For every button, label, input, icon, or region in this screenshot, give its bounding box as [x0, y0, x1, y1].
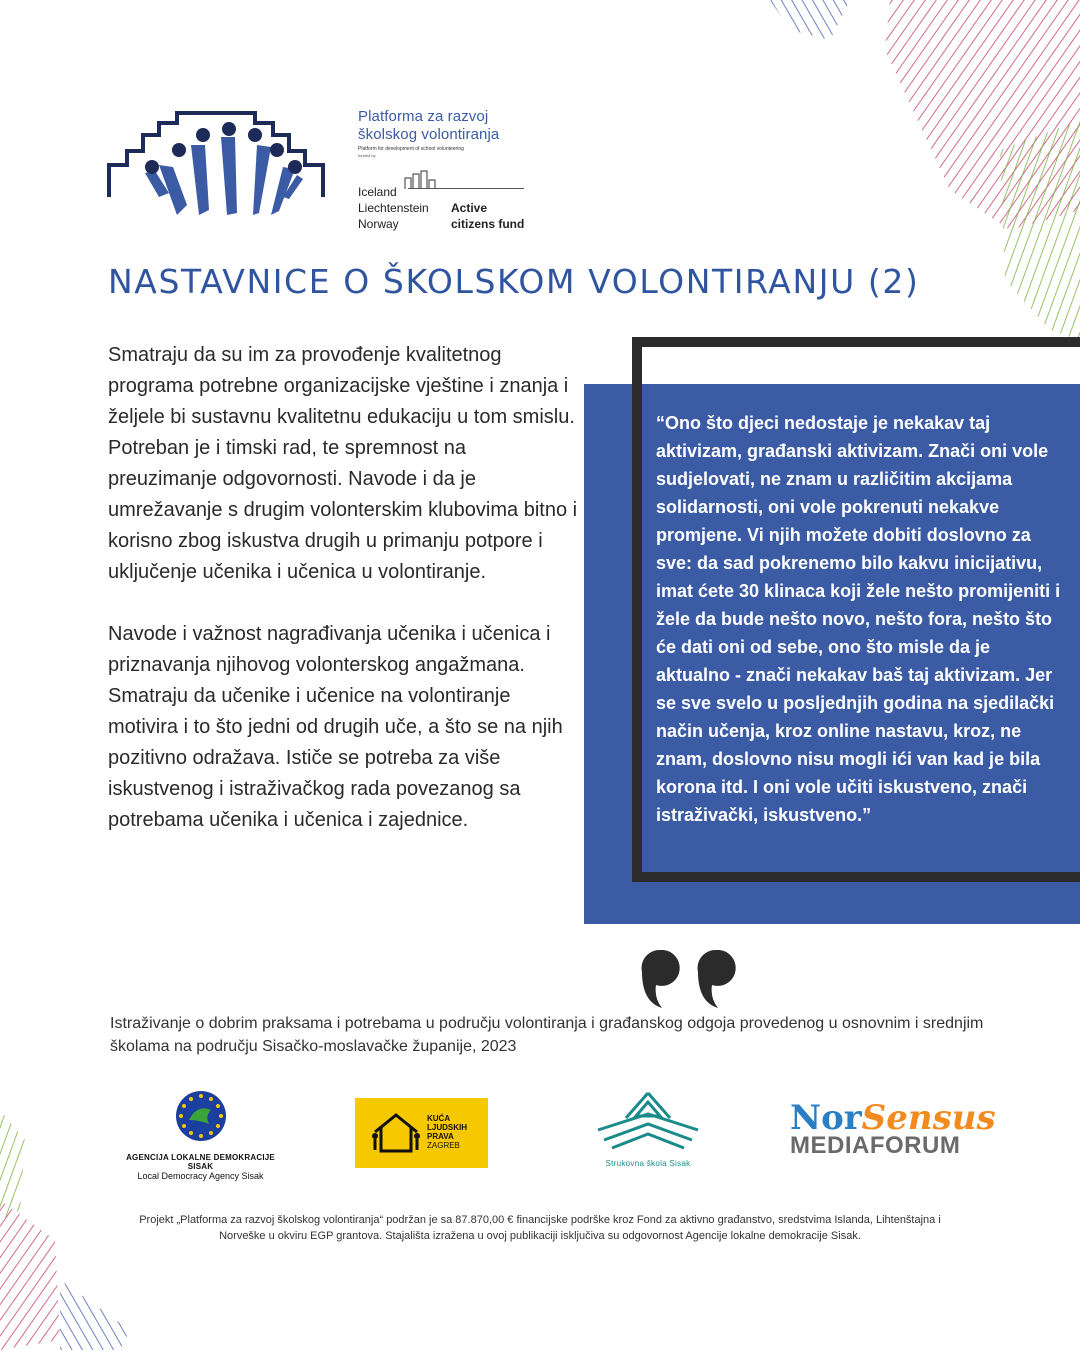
kuca-line-3: PRAVA: [427, 1132, 454, 1141]
fund-line-1: Active: [451, 201, 488, 215]
source-citation: Istraživanje o dobrim praksama i potrebama u području volontiranja i građanskog odgoja provedenog u osnovnim i srednjim školama na području Sisačko-moslavačke županije, 2023: [110, 1015, 984, 1055]
partner-strukovna-skola: [592, 1090, 704, 1168]
partner-lda-sisak: [118, 1090, 283, 1181]
house-icon: [371, 1112, 421, 1154]
country-norway: Norway: [358, 217, 399, 231]
kuca-line-4: ZAGREB: [427, 1141, 460, 1150]
ss-name: Strukovna škola Sisak: [605, 1159, 691, 1168]
body-paragraph-2: Navode i važnost nagrađivanja učenika i učenica i priznavanja njihovog volonterskog angažmana. Smatraju da učenike i učenice na volontiranje motivira i to što jedni od drugih uče, a što se na njih pozitivno odražava. Ističe se potreba za više iskustvenog i istraživačkog rada povezanog sa potrebama učenika i učenica i zajednice.: [108, 623, 563, 831]
lda-name: AGENCIJA LOKALNE DEMOKRACIJE SISAK: [126, 1153, 275, 1171]
brand-line-1: Platforma za razvoj: [358, 108, 489, 125]
partner-kuca-ljudskih-prava: [355, 1098, 488, 1168]
kuca-line-2: LJUDSKIH: [427, 1123, 468, 1132]
country-iceland: Iceland: [358, 185, 397, 199]
norsensus-nor: Nor: [790, 1098, 862, 1138]
fund-line-2: citizens fund: [451, 217, 525, 231]
school-building-logo-icon: [592, 1090, 704, 1152]
platform-logo: [107, 105, 325, 230]
body-paragraph-1: Smatraju da su im za provođenje kvalitetnog programa potrebne organizacijske vještine i znanja i željele bi sustavnu kvalitetnu edukaciju u tom smislu. Potreban je i timski rad, te spremnost na preuzimanje odgovornosti. Navode i da je umrežavanje s drugim volonterskim klubovima bitno i korisno zbog iskustva drugih u primanju potpore i uključenje učenika i učenica u volontiranje.: [108, 344, 578, 583]
country-liechtenstein: Liechtenstein: [358, 201, 429, 215]
norsensus-wordmark: [790, 1098, 996, 1138]
kuca-line-1: KUĆA: [427, 1114, 451, 1123]
page-title: NASTAVNICE O ŠKOLSKOM VOLONTIRANJU (2): [108, 262, 920, 301]
brand-subtitle: Platform for development of school volunteering: [358, 146, 464, 152]
body-text: [108, 340, 578, 867]
fund-name: [451, 200, 524, 232]
norsensus-sensus: Sensus: [861, 1098, 996, 1138]
funder-countries: [358, 184, 429, 232]
brand-block: [358, 108, 528, 158]
quote-text: “Ono što djeci nedostaje je nekakav taj aktivizam, građanski aktivizam. Znači oni vole sudjelovati, ne znam u različitim akcijama solidarnosti, oni vole pokrenuti nekakve promjene. Vi njih možete dobiti doslovno za sve: da sad pokrenemo bilo kakvu inicijativu, imat ćete 30 klinaca koji žele nešto promijeniti i žele da bude nešto novo, nešto fora, nešto što će dati oni od sebe, ono što misle da je aktualno - znači nekakav baš taj aktivizam. Jer se sve svelo u posljednjih godina na sjedilački način učenja, kroz online nastavu, kroz, ne znam, doslovno nisu mogli ići van kad je bila korona itd. I oni vole učiti iskustveno, znači istraživački, iskustveno.”: [656, 413, 1061, 825]
active-citizens-fund-logo: [358, 170, 528, 232]
mediaforum-wordmark: MEDIAFORUM: [790, 1132, 961, 1159]
lda-name-english: Local Democracy Agency Sisak: [137, 1171, 264, 1181]
funded-by-label: funded by: [358, 153, 376, 158]
kuca-text: [427, 1114, 467, 1150]
partner-norsensus-mediaforum: [790, 1098, 996, 1160]
funding-footnote: Projekt „Platforma za razvoj školskog volontiranja“ podržan je sa 87.870,00 € financijske podrške kroz Fond za aktivno građanstvo, sredstvima Islanda, Lihtenštajna i Norveške u okviru EGP grantova. Stajališta izražena u ovoj publikaciji isključiva su odgovornost Agencije lokalne demokracije Sisak.: [139, 1214, 941, 1242]
eu-stars-logo-icon: [175, 1090, 227, 1142]
quote-marks-icon: [640, 950, 740, 1010]
brand-line-2: školskog volontiranja: [358, 126, 500, 143]
